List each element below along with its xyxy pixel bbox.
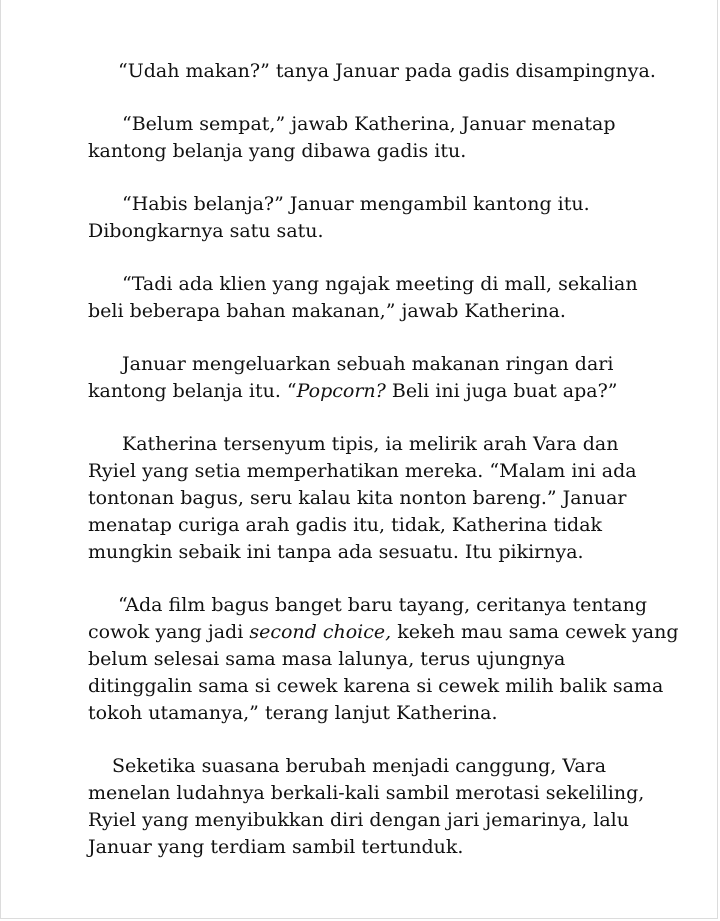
text-line: Ryiel yang setia memperhatikan mereka. “Malam ini ada (88, 460, 637, 482)
text-line: menatap curiga arah gadis itu, tidak, Katherina tidak (88, 514, 603, 536)
text-line: kantong belanja yang dibawa gadis itu. (88, 140, 467, 162)
text-line: Katherina tersenyum tipis, ia melirik arah Vara dan (122, 433, 619, 455)
text-line: tokoh utamanya,” terang lanjut Katherina. (88, 702, 498, 724)
text-line: “Tadi ada klien yang ngajak meeting di mall, sekalian (122, 273, 638, 295)
text-line: tontonan bagus, seru kalau kita nonton bareng.” Januar (88, 487, 627, 509)
text-line (88, 619, 679, 646)
text-segment: cowok yang jadi (88, 621, 250, 643)
text-line: beli beberapa bahan makanan,” jawab Katherina. (88, 300, 566, 322)
text-line: “Habis belanja?” Januar mengambil kantong itu. (122, 193, 590, 215)
text-line: mungkin sebaik ini tanpa ada sesuatu. Itu pikirnya. (88, 541, 584, 563)
paragraph-8 (88, 753, 648, 861)
text-line: ditinggalin sama si cewek karena si cewek milih balik sama (88, 675, 664, 697)
paragraph-2 (88, 111, 648, 165)
text-line: “Belum sempat,” jawab Katherina, Januar menatap (122, 113, 616, 135)
story-text (88, 58, 679, 887)
italic-text: Popcorn? (296, 380, 386, 402)
paragraph-1 (88, 58, 656, 85)
text-line: Januar yang terdiam sambil tertunduk. (88, 836, 464, 858)
text-segment: Beli ini juga buat apa?” (385, 380, 618, 402)
paragraph-7 (88, 592, 679, 727)
paragraph-5 (88, 351, 648, 405)
text-line: belum selesai sama masa lalunya, terus ujungnya (88, 648, 566, 670)
text-line: Seketika suasana berubah menjadi canggung, Vara (112, 755, 607, 777)
italic-text: second choice, (249, 621, 392, 643)
text-line: Ryiel yang menyibukkan diri dengan jari jemarinya, lalu (88, 809, 629, 831)
text-line: Dibongkarnya satu satu. (88, 220, 324, 242)
text-line: menelan ludahnya berkali-kali sambil merotasi sekeliling, (88, 782, 645, 804)
text-segment: kantong belanja itu. “ (88, 380, 297, 402)
text-segment: kekeh mau sama cewek yang (391, 621, 679, 643)
paragraph-3 (88, 191, 648, 245)
text-line: “Ada film bagus banget baru tayang, ceritanya tentang (118, 594, 647, 616)
paragraph-6 (88, 431, 648, 566)
text-line: Januar mengeluarkan sebuah makanan ringan dari (122, 353, 614, 375)
text-line (88, 378, 648, 405)
paragraph-4 (88, 271, 648, 325)
text-line: “Udah makan?” tanya Januar pada gadis disampingnya. (118, 60, 656, 82)
